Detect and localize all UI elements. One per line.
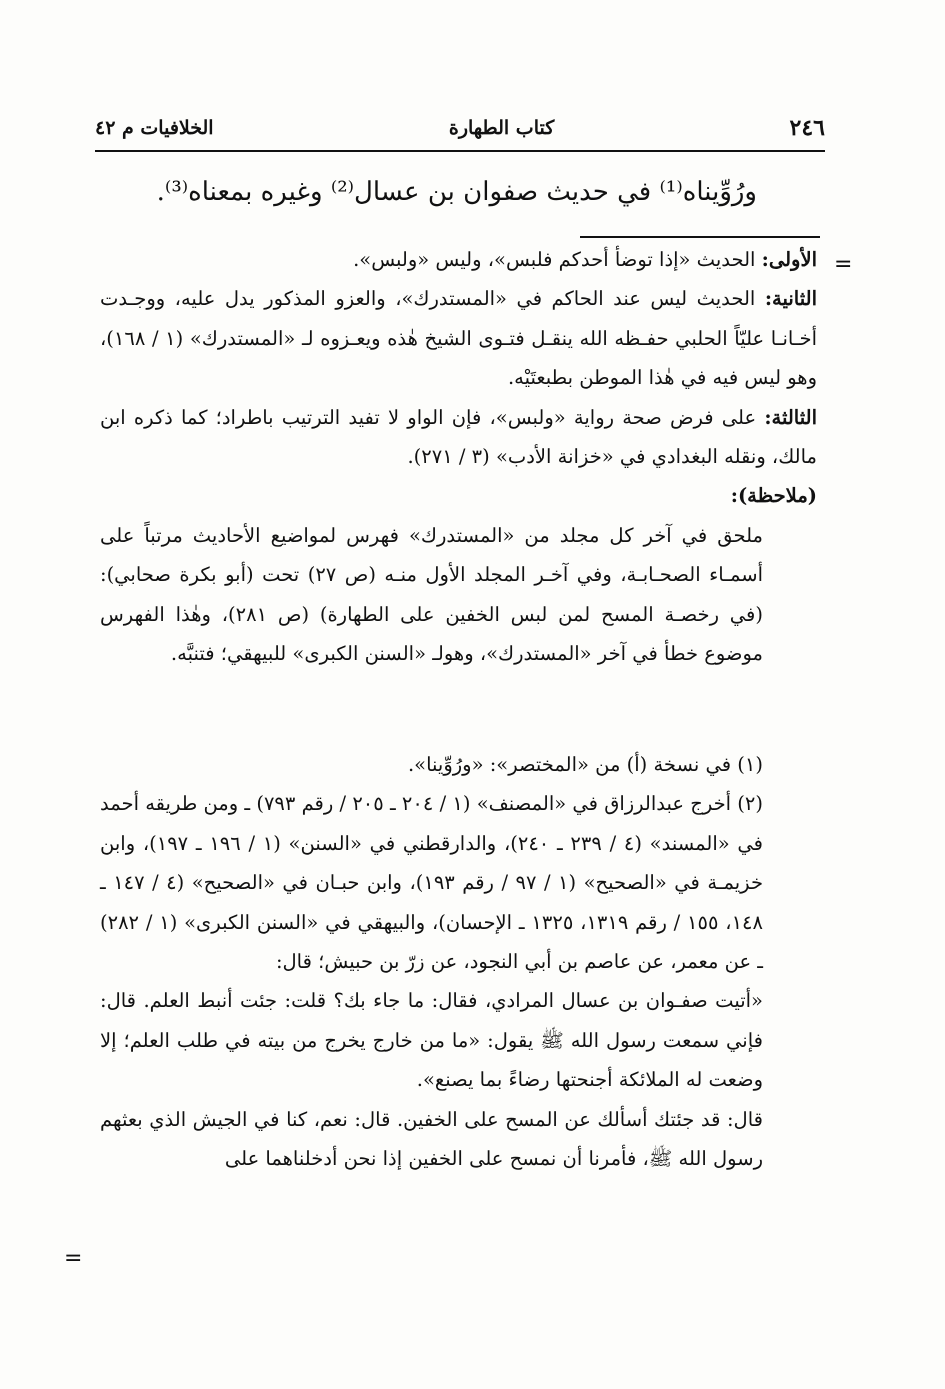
main-text: ورُوِّيناه⁽¹⁾ في حديث صفوان بن عسال⁽²⁾ وغيره بمعناه⁽³⁾. bbox=[156, 177, 757, 207]
note-third-label: الثالثة: bbox=[764, 405, 817, 429]
note-third-text: على فرض صحة رواية «ولبس»، فإن الواو لا تفيد الترتيب باطراد؛ كما ذكره ابن مالك، ونقله البغدادي في «خزانة الأدب» (٣ / ٢٧١). bbox=[100, 405, 817, 469]
remark-label: (ملاحظة): bbox=[730, 484, 817, 508]
section-title: كتاب الطهارة bbox=[448, 117, 555, 139]
footnote-2-quote-2: قال: قد جئتك أسألك عن المسح على الخفين. قال: نعم، كنا في الجيش الذي بعثهم رسول الله ﷺ، فأمرنا أن نمسح على الخفين إذا نحن أدخلناهما على bbox=[100, 1107, 763, 1171]
note-first bbox=[100, 240, 817, 279]
note-first-text: الحديث «إذا توضأ أحدكم فلبس»، وليس «ولبس». bbox=[353, 248, 762, 271]
note-second bbox=[100, 279, 817, 397]
page-header bbox=[95, 108, 825, 148]
note-second-label: الثانية: bbox=[764, 287, 817, 311]
footnote-2-quote-1: «أتيت صفـوان بن عسال المرادي، فقال: ما جاء بك؟ قلت: جئت أنبط العلم. قال: فإني سمعت رسول الله ﷺ يقول: «ما من خارج يخرج من بيته في طلب العلم؛ إلا وضعت له الملائكة أجنحتها رضاءً بما يصنع». bbox=[100, 989, 763, 1092]
note-second-text: الحديث ليس عند الحاكم في «المستدرك»، والعزو المذكور يدل عليه، ووجـدت أخـانـا عليّاً الحلبي حفـظه الله ينقـل فتـوى الشيخ هٰذه ويعـزوه لـ «المستدرك» (١ / ١٦٨)، وهو ليس فيه في هٰذا الموطن بطبعتَيْه. bbox=[100, 287, 818, 390]
editor-notes bbox=[100, 240, 817, 673]
footnote-separator bbox=[580, 236, 820, 238]
remark-text: ملحق في آخر كل مجلد من «المستدرك» فهرس لمواضيع الأحاديث مرتباً على أسمـاء الصحـابـة، وفي آخـر المجلد الأول منـه (ص ٢٧) تحت (أبو بكرة صحابي): (في رخصـة المسح لمن لبس الخفين على الطهارة) (ص ٢٨١)، وهٰذا الفهرس موضوع خطأ في آخر «المستدرك»، وهولـ «السنن الكبرى» للبيهقي؛ فتنبَّه. bbox=[100, 523, 763, 666]
footnote-2: (٢) أخرج عبدالرزاق في «المصنف» (١ / ٢٠٤ ـ ٢٠٥ / رقم ٧٩٣) ـ ومن طريقه أحمد في «المسند» (٤ / ٢٣٩ ـ ٢٤٠)، والدارقطني في «السنن» (١ / ١٩٦ ـ ١٩٧)، وابن خزيمـة في «الصحيح» (١ / ٩٧ / رقم ١٩٣)، وابن حبـان في «الصحيح» (٤ / ١٤٧ ـ ١٤٨، ١٥٥ / رقم ١٣١٩، ١٣٢٥ ـ الإحسان)، والبيهقي في «السنن الكبرى» (١ / ٢٨٢) ـ عن معمر، عن عاصم بن أبي النجود، عن زرّ بن حبيش؛ قال: bbox=[100, 792, 763, 974]
continuation-marker-top: = bbox=[834, 252, 853, 277]
note-third bbox=[100, 398, 817, 477]
footnote-1: (١) في نسخة (أ) من «المختصر»: «ورُوِّينا». bbox=[407, 753, 763, 776]
page-number: ٢٤٦ bbox=[789, 115, 825, 141]
printer-signature: الخلافيات م ٤٢ bbox=[95, 117, 214, 139]
continuation-marker-bottom: = bbox=[64, 1246, 83, 1271]
header-rule bbox=[95, 150, 825, 152]
footnotes bbox=[100, 745, 817, 1178]
note-first-label: الأولى: bbox=[761, 248, 817, 271]
